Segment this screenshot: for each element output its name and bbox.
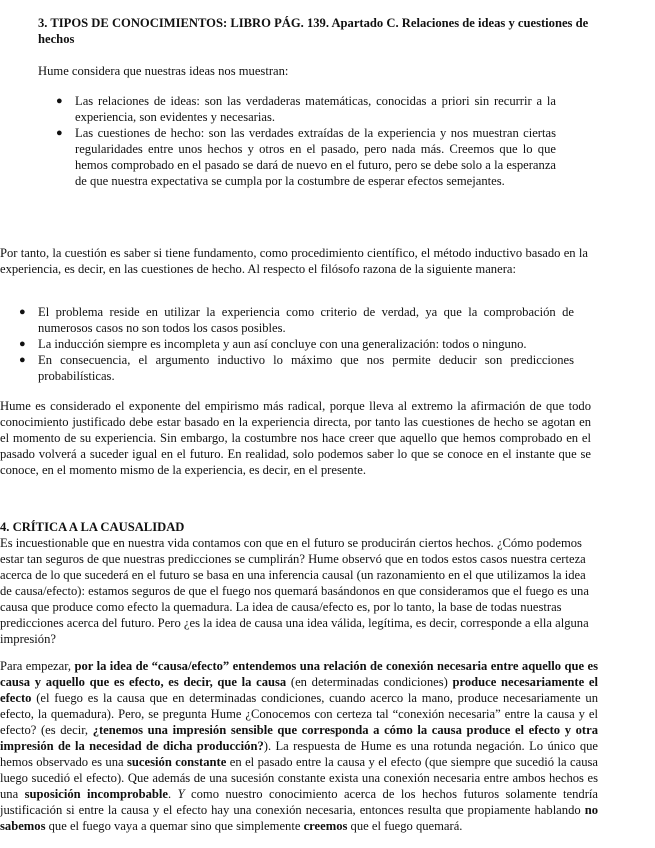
section-4-heading: 4. CRÍTICA A LA CAUSALIDAD (0, 520, 185, 534)
ideas-bullet-list (56, 93, 556, 189)
list-item (19, 336, 574, 352)
bullet-icon: ● (19, 354, 26, 366)
causalidad-paragraph: Es incuestionable que en nuestra vida contamos con que en el futuro se producirán ciertos hechos. ¿Cómo podemos estar tan seguros de que nuestras predicciones se cumplirán? Hume observó que en todos estos casos nuestra certeza acerca de lo que sucederá en el futuro se basa en una inferencia causal (un razonamiento en el que utilizamos la idea de causa/efecto): estamos seguros de que el fuego nos quemará basándonos en que consideramos que el fuego es una causa que produce como efecto la quemadura. La idea de causa/efecto es, por lo tanto, la base de todas nuestras predicciones acerca del futuro. Pero ¿es la idea de causa una idea válida, legítima, es decir, corresponde a ella alguna impresión? (0, 536, 589, 646)
list-item-text: El problema reside en utilizar la experiencia como criterio de verdad, ya que la comprobación de numerosos casos no son todos los casos posibles. (38, 305, 574, 335)
section-3-heading: 3. TIPOS DE CONOCIMIENTOS: LIBRO PÁG. 139. Apartado C. Relaciones de ideas y cuestiones de hechos (38, 16, 589, 46)
text-run: (en determinadas condiciones) (286, 675, 453, 689)
bold-run: sucesión constante (127, 755, 227, 769)
bullet-icon: ● (19, 306, 26, 318)
bold-run: no sabemos (0, 803, 598, 833)
text-run: como nuestro conocimiento acerca de los hechos futuros solamente tendría justificación si entre la causa y el efecto hay una conexión necesaria, entonces resulta que propiamente hablando (0, 787, 598, 817)
para-empezar-paragraph (0, 658, 598, 834)
induction-bullet-list (19, 304, 574, 384)
text-run: . (168, 787, 178, 801)
italic-run: Y (177, 787, 185, 801)
list-item-text: En consecuencia, el argumento inductivo lo máximo que nos permite deducir son predicciones probabilísticas. (38, 353, 574, 383)
bold-run: suposición incomprobable (24, 787, 168, 801)
bold-run: ¿tenemos una impresión sensible que corresponda a cómo la causa produce el efecto y otra impresión de la necesidad de dicha producción? (0, 723, 598, 753)
list-item (56, 93, 556, 125)
por-tanto-paragraph: Por tanto, la cuestión es saber si tiene fundamento, como procedimiento científico, el método inductivo basado en la experiencia, es decir, en las cuestiones de hecho. Al respecto el filósofo razona de la siguiente manera: (0, 246, 588, 276)
text-run: (el fuego es la causa que en determinadas condiciones, cuando acerco la mano, produce necesariamente un efecto, la quemadura). Pero, se pregunta Hume ¿Conocemos con certeza tal “conexión necesaria” entre la causa y el efecto? (es decir, (0, 691, 598, 737)
bullet-icon: ● (56, 127, 63, 139)
intro-paragraph: Hume considera que nuestras ideas nos muestran: (38, 64, 289, 78)
bold-run: creemos (303, 819, 348, 833)
list-item-text: Las cuestiones de hecho: son las verdades extraídas de la experiencia y nos muestran ciertas regularidades entre unos hechos y otros en el pasado, pero nada más. Creemos que lo que hemos comprobado en el pasado se dará de nuevo en el futuro, pero se debe solo a la esperanza de que nuestra expectativa se cumpla por la costumbre de esperar efectos semejantes. (75, 126, 556, 188)
bold-run: por la idea de “causa/efecto” entendemos una relación de conexión necesaria entre aquello que es causa y aquello que es efecto, es decir, que la causa (0, 659, 598, 689)
text-run: en el pasado entre la causa y el efecto (que siempre que sucedió la causa luego sucedió el efecto). Que además de una sucesión constante exista una conexión necesaria entre ambos hechos es una (0, 755, 598, 801)
bullet-icon: ● (56, 95, 63, 107)
text-run: ). La respuesta de Hume es una rotunda negación. Lo único que hemos observado es una (0, 739, 598, 769)
bold-run: produce necesariamente el efecto (0, 675, 598, 705)
list-item (56, 125, 556, 189)
list-item (19, 352, 574, 384)
list-item (19, 304, 574, 336)
text-run: que el fuego quemará. (347, 819, 463, 833)
bullet-icon: ● (19, 338, 26, 350)
list-item-text: Las relaciones de ideas: son las verdaderas matemáticas, conocidas a priori sin recurrir a la experiencia, son evidentes y necesarias. (75, 94, 556, 124)
text-run: que el fuego vaya a quemar sino que simplemente (45, 819, 304, 833)
list-item-text: La inducción siempre es incompleta y aun así concluye con una generalización: todos o ninguno. (38, 337, 527, 351)
empirismo-paragraph: Hume es considerado el exponente del empirismo más radical, porque lleva al extremo la afirmación de que todo conocimiento justificado debe estar basado en la experiencia directa, por tanto las cuestiones de hecho se agotan en el momento de su experiencia. Sin embargo, la costumbre nos hace creer que aquello que hemos comprobado en el pasado volverá a suceder igual en el futuro. En realidad, solo podemos saber lo que se conoce en el instante que se conoce, en el momento mismo de la experiencia, es decir, en el presente. (0, 399, 591, 477)
text-run: Para empezar, (0, 659, 75, 673)
